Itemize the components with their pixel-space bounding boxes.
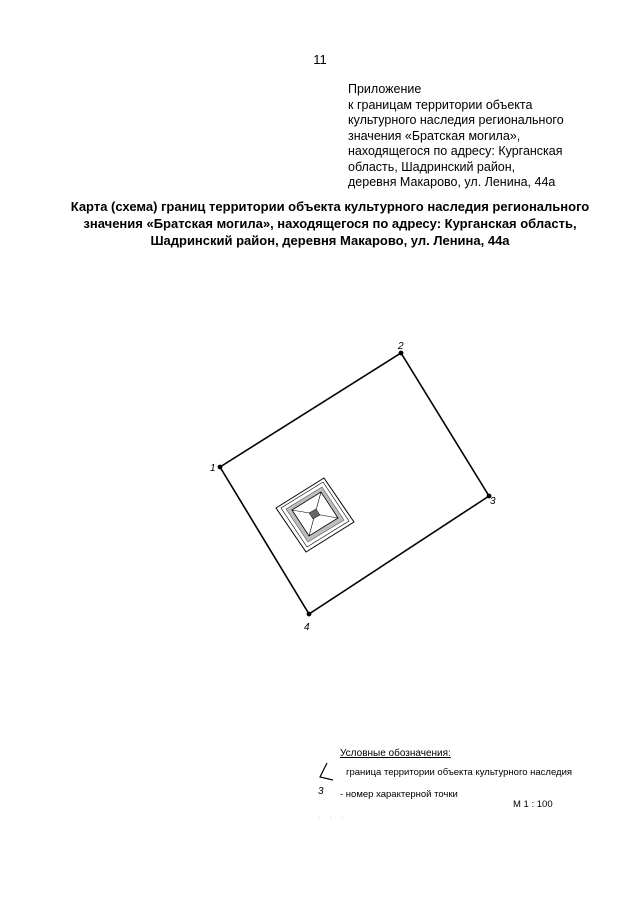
map-scale: М 1 : 100 — [513, 799, 553, 810]
faint-dots: . . . — [318, 813, 348, 820]
boundary-point-4 — [307, 612, 312, 617]
appendix-line: значения «Братская могила», — [348, 128, 521, 143]
legend-point-number-label: - номер характерной точки — [340, 789, 458, 800]
point-label-4: 4 — [304, 622, 310, 633]
point-label-3: 3 — [490, 496, 496, 507]
legend-boundary-symbol — [320, 763, 333, 780]
appendix-line: область, Шадринский район, — [348, 159, 516, 174]
legend-point-number-sample: 3 — [318, 786, 324, 797]
point-label-1: 1 — [210, 463, 216, 474]
appendix-line: находящегося по адресу: Курганская — [348, 144, 563, 158]
appendix-line: к границам территории объекта — [348, 97, 533, 112]
appendix-line: культурного наследия регионального — [348, 113, 564, 127]
monument-symbol — [276, 478, 354, 552]
boundary-point-1 — [218, 465, 223, 470]
map-title-line: Шадринский район, деревня Макарово, ул. Ленина, 44а — [150, 233, 510, 248]
point-label-2: 2 — [398, 341, 404, 352]
legend-boundary-label: граница территории объекта культурного наследия — [346, 767, 573, 778]
legend-title: Условные обозначения: — [340, 748, 451, 759]
map-title-line: значения «Братская могила», находящегося по адресу: Курганская область, — [83, 216, 577, 231]
appendix-line: Приложение — [348, 82, 422, 96]
page-number: 11 — [313, 52, 327, 67]
appendix-line: деревня Макарово, ул. Ленина, 44а — [348, 175, 556, 189]
territory-boundary — [220, 353, 489, 614]
map-title-line: Карта (схема) границ территории объекта культурного наследия регионального — [70, 199, 590, 214]
